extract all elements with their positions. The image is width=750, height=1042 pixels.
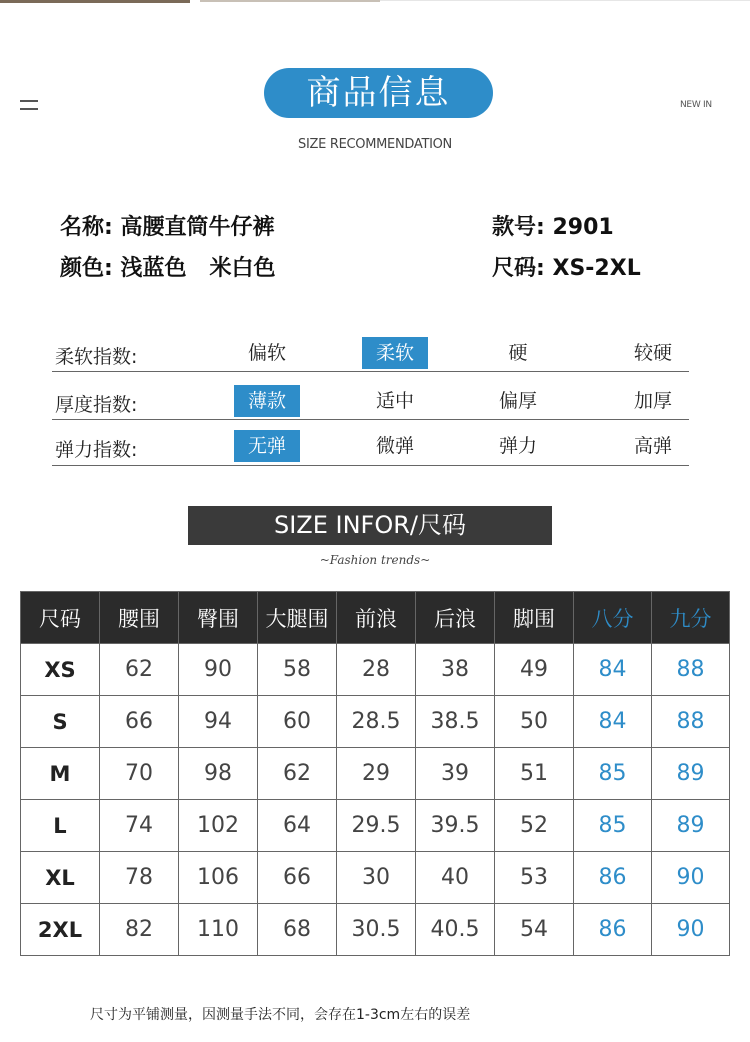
size-table-cell: 88 [652, 696, 730, 748]
size-table-cell: 49 [495, 644, 574, 696]
size-table-cell: 38 [416, 644, 495, 696]
size-table-cell: 89 [652, 800, 730, 852]
index-label: 柔软指数: [55, 346, 138, 368]
index-option: 偏厚 [498, 390, 537, 412]
size-table-cell: 74 [100, 800, 179, 852]
index-option: 硬 [508, 342, 528, 364]
size-section-tagline: ~Fashion trends~ [319, 553, 431, 567]
size-table-size-cell: L [21, 800, 100, 852]
size-table-size-cell: M [21, 748, 100, 800]
product-style-label: 款号: [492, 215, 545, 240]
new-in-label: NEW IN [680, 100, 712, 110]
size-table-cell: 84 [574, 644, 652, 696]
size-table-cell: 89 [652, 748, 730, 800]
size-table-cell: 50 [495, 696, 574, 748]
size-table-header-cell: 前浪 [337, 592, 416, 644]
size-table-cell: 29 [337, 748, 416, 800]
size-table-cell: 38.5 [416, 696, 495, 748]
size-table-size-cell: 2XL [21, 904, 100, 956]
product-size-value: XS-2XL [552, 256, 641, 281]
size-table-cell: 98 [179, 748, 258, 800]
size-table-row [21, 748, 730, 800]
size-table-cell: 60 [258, 696, 337, 748]
index-option: 偏软 [247, 342, 286, 364]
size-table-cell: 66 [258, 852, 337, 904]
index-divider [52, 371, 689, 372]
index-option-selected: 柔软 [362, 337, 428, 369]
menu-icon [20, 100, 38, 112]
product-size-label: 尺码: [492, 256, 545, 281]
product-color-row [60, 251, 275, 282]
index-label: 厚度指数: [55, 394, 138, 416]
product-style-value: 2901 [552, 215, 614, 240]
size-table-size-cell: S [21, 696, 100, 748]
size-table-row [21, 644, 730, 696]
size-section-title: SIZE INFOR/尺码 [188, 506, 552, 545]
size-table-cell: 85 [574, 800, 652, 852]
page-title: 商品信息 [264, 68, 493, 118]
size-table-cell: 110 [179, 904, 258, 956]
size-table-cell: 90 [652, 852, 730, 904]
size-table-cell: 106 [179, 852, 258, 904]
size-table-cell: 85 [574, 748, 652, 800]
index-option-selected: 薄款 [234, 385, 300, 417]
size-table-cell: 40 [416, 852, 495, 904]
size-table-cell: 82 [100, 904, 179, 956]
size-table-cell: 84 [574, 696, 652, 748]
product-name-value: 高腰直筒牛仔裤 [120, 215, 275, 240]
size-table-size-cell: XS [21, 644, 100, 696]
index-option: 弹力 [498, 435, 537, 457]
index-divider [52, 419, 689, 420]
size-table-cell: 51 [495, 748, 574, 800]
size-table-header-cell: 后浪 [416, 592, 495, 644]
size-table-cell: 58 [258, 644, 337, 696]
size-table-cell: 40.5 [416, 904, 495, 956]
size-table-cell: 30.5 [337, 904, 416, 956]
size-table-header-cell: 脚围 [495, 592, 574, 644]
size-table-cell: 88 [652, 644, 730, 696]
size-table-cell: 78 [100, 852, 179, 904]
size-table-cell: 94 [179, 696, 258, 748]
size-table-header-cell: 臀围 [179, 592, 258, 644]
index-option: 微弹 [375, 435, 414, 457]
size-table-header-cell: 大腿围 [258, 592, 337, 644]
size-table-cell: 30 [337, 852, 416, 904]
index-option-selected: 无弹 [234, 430, 300, 462]
size-table-cell: 54 [495, 904, 574, 956]
size-table-cell: 86 [574, 852, 652, 904]
size-table [20, 591, 730, 956]
size-table-cell: 53 [495, 852, 574, 904]
top-image-strip [0, 0, 750, 8]
index-option: 高弹 [633, 435, 672, 457]
size-table-cell: 29.5 [337, 800, 416, 852]
index-option: 加厚 [633, 390, 672, 412]
product-style-row [492, 210, 614, 241]
size-table-cell: 70 [100, 748, 179, 800]
size-table-row [21, 904, 730, 956]
size-table-cell: 28 [337, 644, 416, 696]
index-divider [52, 465, 689, 466]
size-table-cell: 90 [179, 644, 258, 696]
product-color-label: 颜色: [60, 256, 113, 281]
size-table-cell: 28.5 [337, 696, 416, 748]
size-table-header-cell: 八分 [574, 592, 652, 644]
product-color-value: 浅蓝色 米白色 [120, 256, 276, 281]
product-size-row [492, 251, 641, 282]
size-table-cell: 62 [100, 644, 179, 696]
size-table-cell: 66 [100, 696, 179, 748]
index-label: 弹力指数: [55, 439, 138, 461]
index-option: 适中 [375, 390, 414, 412]
size-table-row [21, 852, 730, 904]
product-name-label: 名称: [60, 215, 113, 240]
measurement-note: 尺寸为平铺测量，因测量手法不同，会存在1-3cm左右的误差 [90, 1007, 471, 1023]
size-table-row [21, 696, 730, 748]
size-table-cell: 39 [416, 748, 495, 800]
size-table-cell: 86 [574, 904, 652, 956]
size-table-cell: 102 [179, 800, 258, 852]
size-table-cell: 52 [495, 800, 574, 852]
size-table-cell: 39.5 [416, 800, 495, 852]
product-name-row [60, 210, 275, 241]
size-table-cell: 90 [652, 904, 730, 956]
size-table-cell: 64 [258, 800, 337, 852]
size-table-header-cell: 腰围 [100, 592, 179, 644]
page-subtitle: SIZE RECOMMENDATION [298, 137, 452, 152]
size-table-cell: 62 [258, 748, 337, 800]
index-option: 较硬 [633, 342, 672, 364]
size-table-header-cell: 九分 [652, 592, 730, 644]
size-table-header [21, 592, 730, 644]
size-table-row [21, 800, 730, 852]
size-table-size-cell: XL [21, 852, 100, 904]
size-table-header-cell: 尺码 [21, 592, 100, 644]
size-table-cell: 68 [258, 904, 337, 956]
